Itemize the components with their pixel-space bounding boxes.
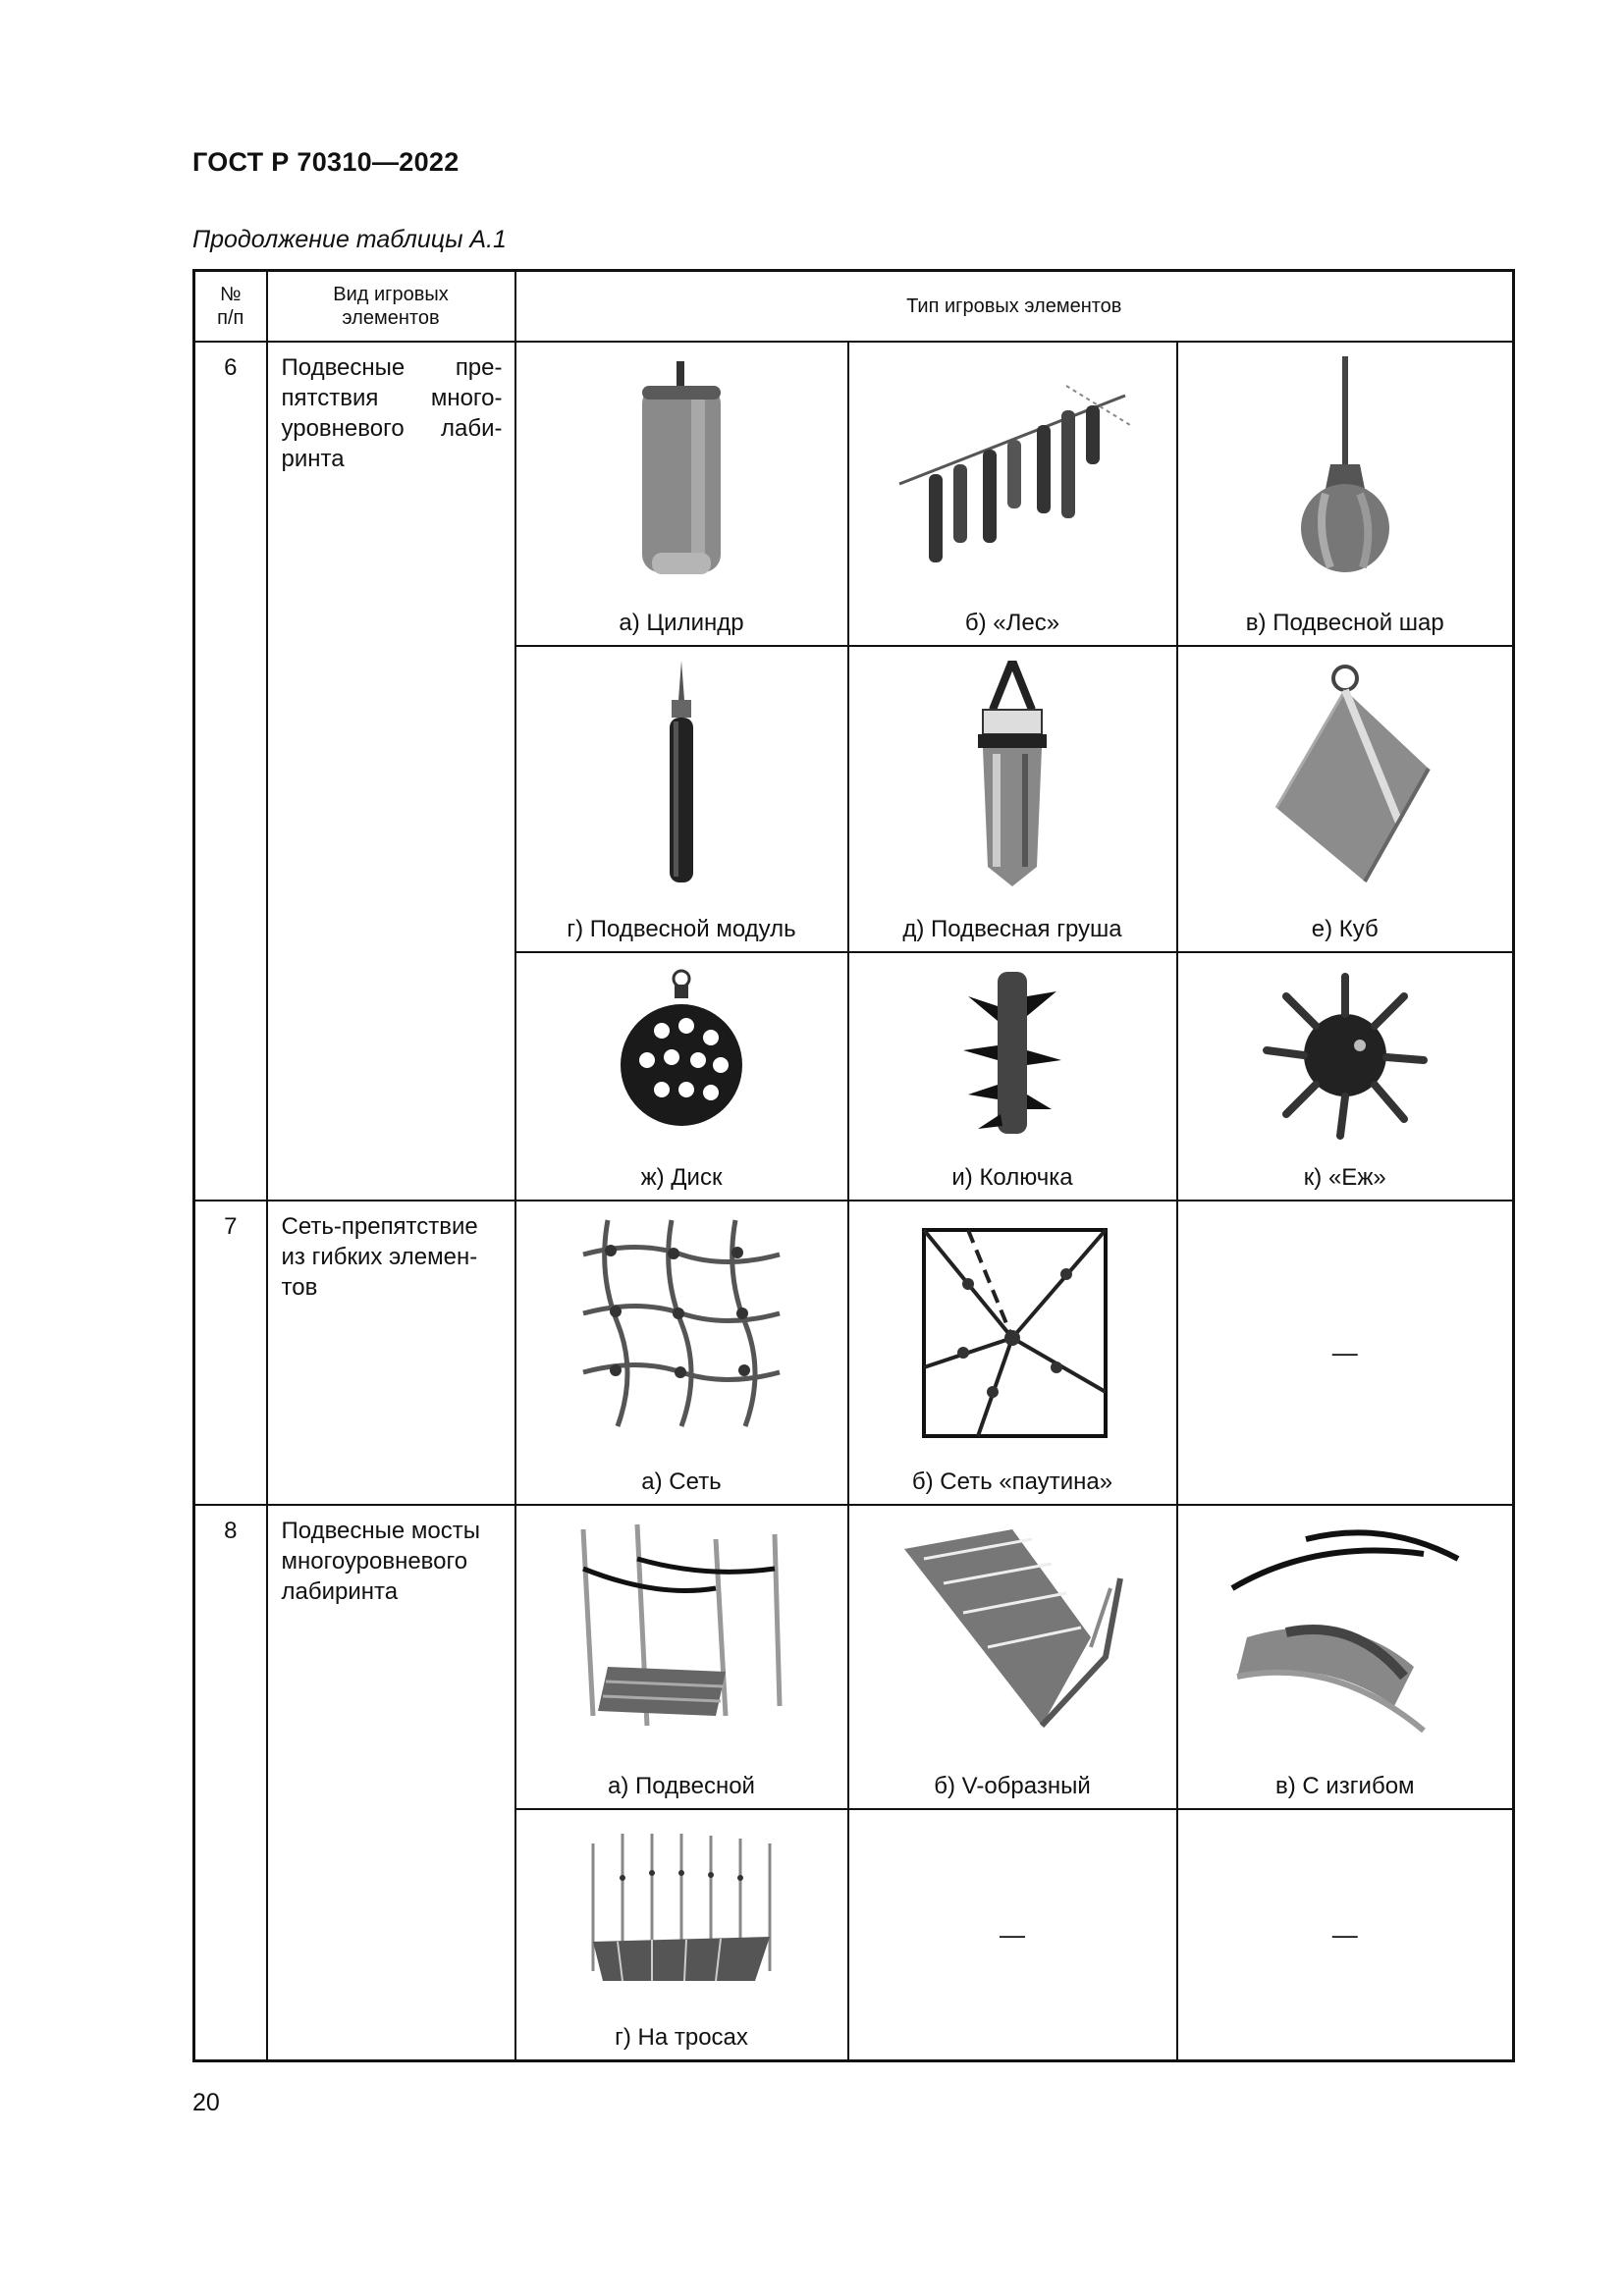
element-cell — [1177, 342, 1514, 646]
play-elements-table — [192, 269, 1515, 2062]
header-number — [194, 271, 267, 343]
cylinder-illustration — [623, 356, 740, 582]
page-number: 20 — [192, 2089, 220, 2116]
element-cell — [515, 1505, 848, 1809]
table-row — [194, 1201, 1514, 1505]
spike-illustration — [953, 967, 1071, 1144]
element-cell — [515, 1201, 848, 1505]
row-number: 8 — [194, 1505, 267, 2060]
header-kind-line2: элементов — [342, 307, 440, 329]
element-cell — [1177, 1809, 1514, 2060]
empty-dash: — — [1331, 1919, 1358, 1949]
element-cell — [515, 342, 848, 646]
table-row — [194, 1505, 1514, 1809]
hanging-pear-illustration — [953, 661, 1071, 896]
table-row — [194, 342, 1514, 646]
element-label: б) «Лес» — [964, 610, 1060, 636]
row-kind: Подвесные пре-пятствия много-уровневого лаби-ринта — [267, 342, 515, 1201]
element-cell — [1177, 952, 1514, 1201]
cube-illustration — [1237, 661, 1453, 886]
v-bridge-illustration — [894, 1520, 1130, 1745]
curved-bridge-illustration — [1227, 1520, 1463, 1745]
row-kind: Подвесные мосты многоуровневого лабиринта — [267, 1505, 515, 2060]
element-cell — [848, 952, 1177, 1201]
element-cell — [515, 952, 848, 1201]
table-caption: Продолжение таблицы А.1 — [192, 226, 507, 253]
element-label: а) Подвесной — [608, 1773, 755, 1799]
element-label: а) Цилиндр — [619, 610, 744, 636]
rope-bridge-illustration — [578, 1824, 785, 2001]
element-cell — [848, 1505, 1177, 1809]
row-number: 7 — [194, 1201, 267, 1505]
empty-dash: — — [1331, 1337, 1358, 1367]
forest-illustration — [890, 356, 1135, 582]
hanging-ball-illustration — [1286, 356, 1404, 582]
empty-dash: — — [1000, 1919, 1025, 1949]
element-cell — [848, 1809, 1177, 2060]
element-label: в) С изгибом — [1274, 1773, 1415, 1799]
hanging-module-illustration — [652, 661, 711, 886]
element-label: б) V-образный — [934, 1773, 1091, 1799]
row-kind: Сеть-препятствие из гибких элемен-тов — [267, 1201, 515, 1505]
element-cell — [848, 342, 1177, 646]
element-cell — [1177, 646, 1514, 952]
element-label: г) Подвесной модуль — [567, 916, 796, 942]
web-net-illustration — [909, 1215, 1115, 1441]
element-label: к) «Еж» — [1303, 1164, 1386, 1191]
element-label: б) Сеть «паутина» — [911, 1468, 1113, 1495]
element-label: а) Сеть — [641, 1468, 722, 1495]
element-label: г) На тросах — [615, 2023, 748, 2051]
element-label: ж) Диск — [640, 1164, 723, 1191]
table-header-row — [194, 271, 1514, 343]
header-number-line1: № — [220, 284, 242, 305]
element-label: д) Подвесная груша — [902, 916, 1122, 942]
header-kind-line1: Вид игровых — [333, 284, 449, 305]
element-cell — [1177, 1201, 1514, 1505]
suspended-bridge-illustration — [568, 1520, 794, 1745]
net-illustration — [578, 1215, 785, 1431]
row-number: 6 — [194, 342, 267, 1201]
element-cell — [515, 646, 848, 952]
header-number-line2: п/п — [217, 307, 244, 329]
element-cell — [1177, 1505, 1514, 1809]
disc-illustration — [618, 967, 745, 1144]
standard-title: ГОСТ Р 70310—2022 — [192, 147, 460, 177]
header-type: Тип игровых элементов — [515, 271, 1514, 343]
element-cell — [515, 1809, 848, 2060]
element-label: и) Колючка — [951, 1164, 1073, 1191]
hedgehog-illustration — [1262, 967, 1429, 1144]
element-cell — [848, 1201, 1177, 1505]
element-label: е) Куб — [1311, 916, 1379, 942]
element-cell — [848, 646, 1177, 952]
element-label: в) Подвесной шар — [1245, 610, 1444, 636]
header-kind — [267, 271, 515, 343]
